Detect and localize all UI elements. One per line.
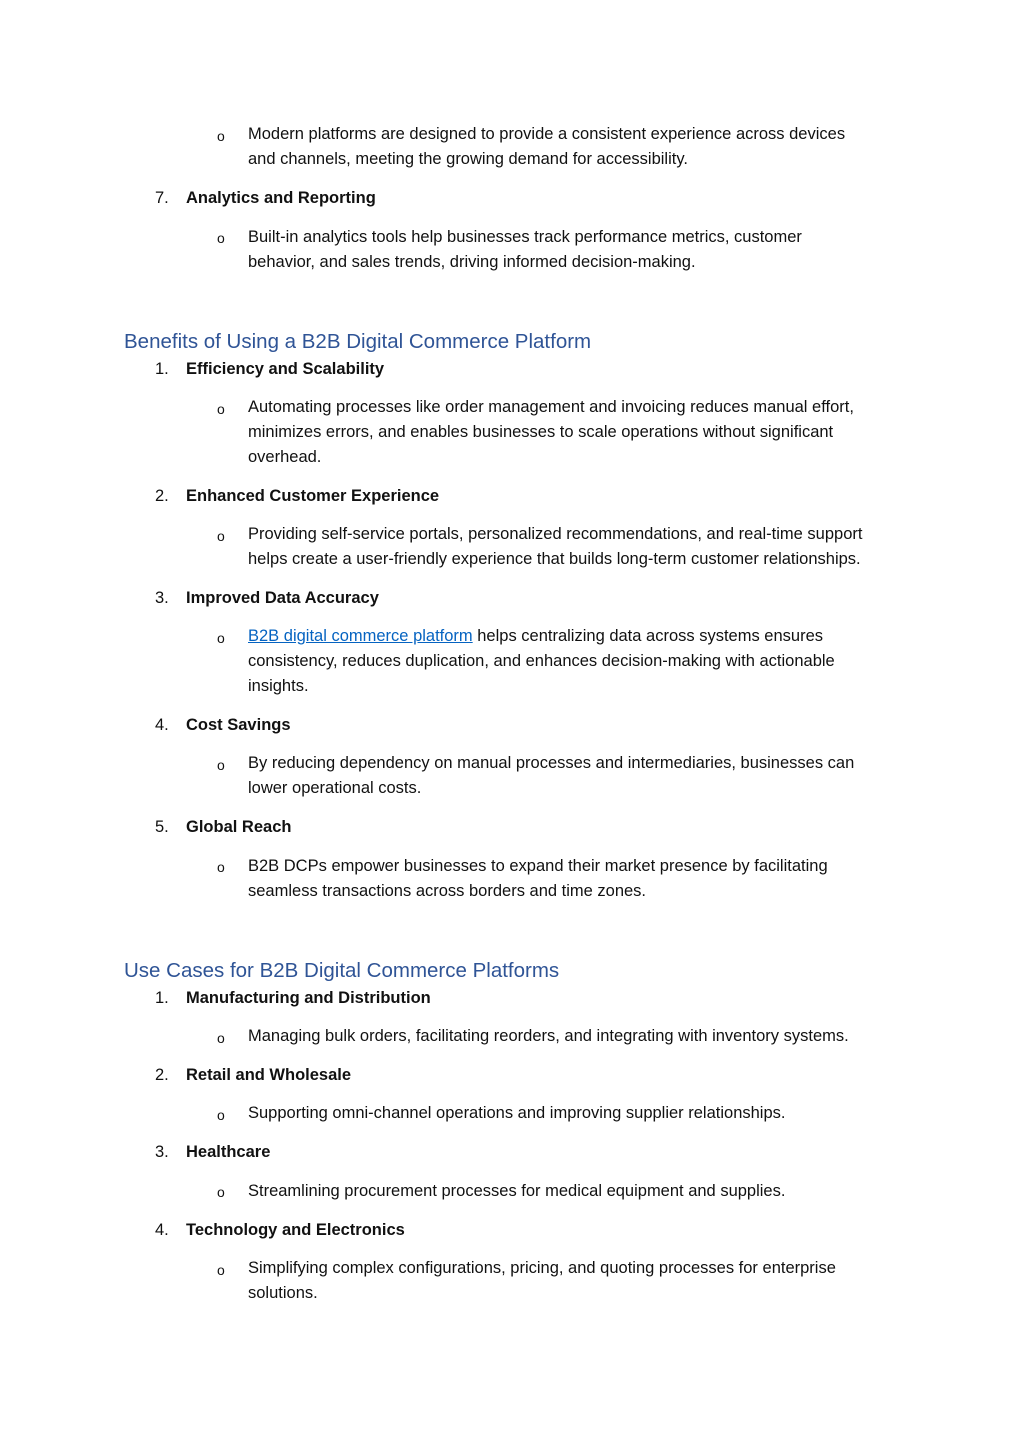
section-heading-use-cases: Use Cases for B2B Digital Commerce Platforms <box>124 959 560 982</box>
list-number: 3. <box>155 1143 169 1161</box>
bullet-text-line: B2B DCPs empower businesses to expand their market presence by facilitating <box>248 857 828 875</box>
list-bullet: o <box>217 401 225 417</box>
b2b-platform-link[interactable]: B2B digital commerce platform <box>248 627 473 645</box>
list-bullet: o <box>217 1107 225 1123</box>
list-item-title: Manufacturing and Distribution <box>186 989 431 1007</box>
list-bullet: o <box>217 757 225 773</box>
list-bullet: o <box>217 1262 225 1278</box>
list-bullet: o <box>217 128 225 144</box>
list-bullet: o <box>217 230 225 246</box>
list-number: 1. <box>155 360 169 378</box>
section-heading-benefits: Benefits of Using a B2B Digital Commerce Platform <box>124 330 592 353</box>
list-item-title: Efficiency and Scalability <box>186 360 385 378</box>
list-bullet: o <box>217 528 225 544</box>
list-item-title: Retail and Wholesale <box>186 1066 352 1084</box>
bullet-text-line: insights. <box>248 677 309 695</box>
list-number: 4. <box>155 1221 169 1239</box>
bullet-text-line: and channels, meeting the growing demand for accessibility. <box>248 150 688 168</box>
bullet-text-line: Supporting omni-channel operations and improving supplier relationships. <box>248 1104 786 1122</box>
list-number: 2. <box>155 1066 169 1084</box>
list-item-title: Global Reach <box>186 818 292 836</box>
list-number: 7. <box>155 189 169 207</box>
list-item-title: Cost Savings <box>186 716 291 734</box>
list-item-title: Healthcare <box>186 1143 271 1161</box>
list-item-title: Improved Data Accuracy <box>186 589 379 607</box>
list-number: 2. <box>155 487 169 505</box>
list-number: 1. <box>155 989 169 1007</box>
list-bullet: o <box>217 1030 225 1046</box>
list-item-title: Analytics and Reporting <box>186 189 376 207</box>
bullet-text-line: solutions. <box>248 1284 318 1302</box>
list-item-title: Technology and Electronics <box>186 1221 405 1239</box>
list-bullet: o <box>217 1184 225 1200</box>
list-number: 4. <box>155 716 169 734</box>
list-bullet: o <box>217 859 225 875</box>
bullet-text-line: minimizes errors, and enables businesses to scale operations without significant <box>248 423 834 441</box>
list-number: 5. <box>155 818 169 836</box>
link-trailing-text: helps centralizing data across systems ensures <box>472 627 823 645</box>
bullet-text-line: Built-in analytics tools help businesses track performance metrics, customer <box>248 228 802 246</box>
bullet-text-line: Simplifying complex configurations, pricing, and quoting processes for enterprise <box>248 1259 836 1277</box>
list-bullet: o <box>217 630 225 646</box>
bullet-text-line: overhead. <box>248 448 322 466</box>
bullet-text-line: Automating processes like order management and invoicing reduces manual effort, <box>248 398 854 416</box>
list-item-title: Enhanced Customer Experience <box>186 487 440 505</box>
bullet-text-line: consistency, reduces duplication, and enhances decision-making with actionable <box>248 652 835 670</box>
bullet-text-line: behavior, and sales trends, driving informed decision-making. <box>248 253 696 271</box>
bullet-text-line: Managing bulk orders, facilitating reorders, and integrating with inventory systems. <box>248 1027 849 1045</box>
bullet-text-line: Providing self-service portals, personalized recommendations, and real-time support <box>248 525 863 543</box>
bullet-text-line <box>248 627 823 646</box>
bullet-text-line: Streamlining procurement processes for medical equipment and supplies. <box>248 1182 786 1200</box>
bullet-text-line: By reducing dependency on manual processes and intermediaries, businesses can <box>248 754 855 772</box>
list-number: 3. <box>155 589 169 607</box>
bullet-text-line: helps create a user-friendly experience that builds long-term customer relationships. <box>248 550 861 568</box>
bullet-text-line: seamless transactions across borders and time zones. <box>248 882 647 900</box>
bullet-text-line: lower operational costs. <box>248 779 422 797</box>
bullet-text-line: Modern platforms are designed to provide a consistent experience across devices <box>248 125 846 143</box>
